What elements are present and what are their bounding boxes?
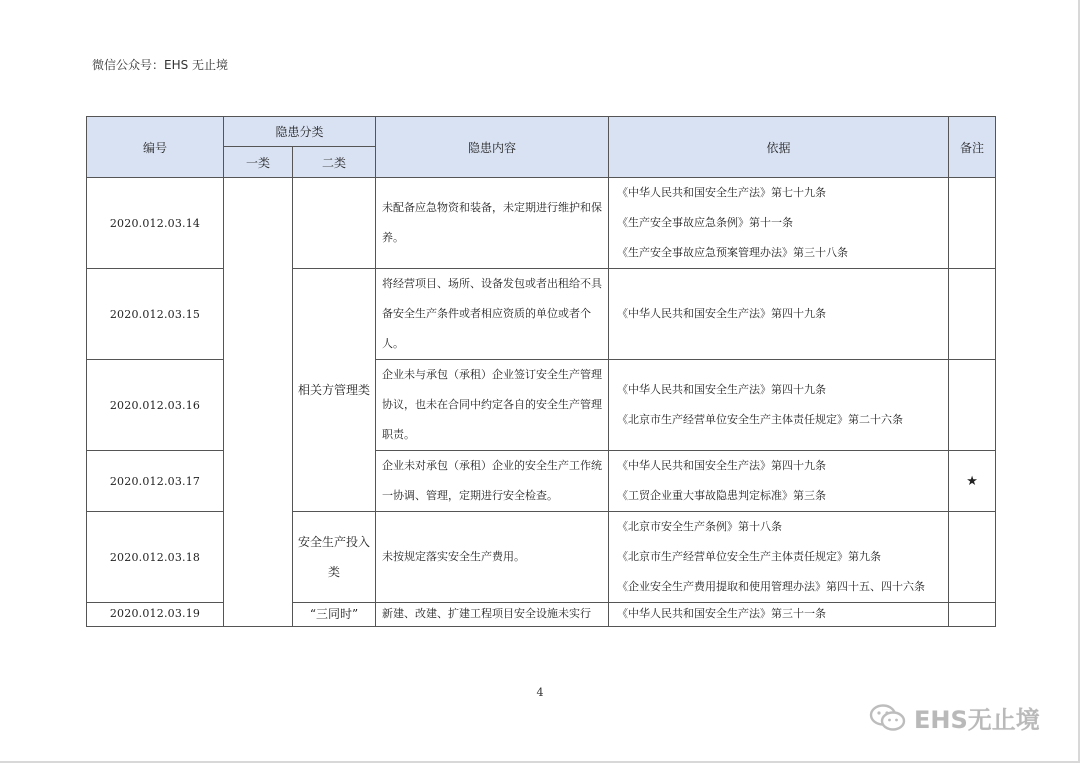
header-code: 编号 <box>87 117 224 178</box>
row-basis <box>609 603 949 627</box>
watermark-text: EHS无止境 <box>914 706 1040 734</box>
basis-item: 《北京市安全生产条例》第十八条 <box>617 520 783 533</box>
wechat-icon <box>868 703 908 733</box>
basis-item: 《企业安全生产费用提取和使用管理办法》第四十五、四十六条 <box>617 580 926 593</box>
basis-item: 《生产安全事故应急预案管理办法》第三十八条 <box>617 246 849 259</box>
row-basis <box>609 269 949 360</box>
row-content: 未配备应急物资和装备，未定期进行维护和保养。 <box>376 178 609 269</box>
row-code <box>87 603 224 627</box>
basis-item: 《中华人民共和国安全生产法》第三十一条 <box>617 607 827 620</box>
row-code: 2020.012.03.16 <box>87 360 224 451</box>
table-row <box>87 269 996 360</box>
basis-item: 《中华人民共和国安全生产法》第四十九条 <box>617 307 827 320</box>
category-level2-text: “三同时” <box>309 607 359 621</box>
header-content: 隐患内容 <box>376 117 609 178</box>
row-code: 2020.012.03.15 <box>87 269 224 360</box>
header-category: 隐患分类 <box>224 117 376 147</box>
table-row <box>87 603 996 627</box>
account-label: 微信公众号：EHS 无止境 <box>92 58 229 72</box>
page-number: 4 <box>536 686 544 699</box>
basis-item: 《中华人民共和国安全生产法》第四十九条 <box>617 459 827 472</box>
row-code: 2020.012.03.17 <box>87 451 224 512</box>
header-category-level1: 一类 <box>224 147 293 178</box>
row-code: 2020.012.03.14 <box>87 178 224 269</box>
row-content: 企业未与承包（承租）企业签订安全生产管理协议，也未在合同中约定各自的安全生产管理职责。 <box>376 360 609 451</box>
table-row <box>87 178 996 269</box>
header-note: 备注 <box>949 117 996 178</box>
hazard-table <box>86 116 996 627</box>
row-content: 未按规定落实安全生产费用。 <box>376 512 609 603</box>
row-note <box>949 512 996 603</box>
table-row <box>87 512 996 603</box>
row-code: 2020.012.03.18 <box>87 512 224 603</box>
basis-item: 《中华人民共和国安全生产法》第四十九条 <box>617 383 827 396</box>
table-row <box>87 451 996 512</box>
category-level2-safety-investment: 安全生产投入类 <box>293 512 376 603</box>
header-basis: 依据 <box>609 117 949 178</box>
row-basis <box>609 178 949 269</box>
row-content: 企业未对承包（承租）企业的安全生产工作统一协调、管理，定期进行安全检查。 <box>376 451 609 512</box>
basis-item: 《北京市生产经营单位安全生产主体责任规定》第二十六条 <box>617 413 904 426</box>
category-level2-cell <box>293 178 376 269</box>
row-basis <box>609 360 949 451</box>
row-content <box>376 603 609 627</box>
basis-item: 《工贸企业重大事故隐患判定标准》第三条 <box>617 489 827 502</box>
row-basis <box>609 512 949 603</box>
row-content: 将经营项目、场所、设备发包或者出租给不具备安全生产条件或者相应资质的单位或者个人。 <box>376 269 609 360</box>
watermark <box>868 700 1040 735</box>
row-note <box>949 603 996 627</box>
category-level2-related-parties: 相关方管理类 <box>293 269 376 512</box>
category-level2-three-simultaneous <box>293 603 376 627</box>
row-content-text: 新建、改建、扩建工程项目安全设施未实行 <box>382 607 592 620</box>
basis-item: 《生产安全事故应急条例》第十一条 <box>617 216 794 229</box>
basis-item: 《中华人民共和国安全生产法》第七十九条 <box>617 186 827 199</box>
table-row <box>87 360 996 451</box>
header-category-level2: 二类 <box>293 147 376 178</box>
row-code-text: 2020.012.03.19 <box>109 607 201 620</box>
row-note <box>949 269 996 360</box>
row-note <box>949 360 996 451</box>
category-level1-cell <box>224 178 293 627</box>
row-note <box>949 178 996 269</box>
row-note-star: ★ <box>949 451 996 512</box>
row-basis <box>609 451 949 512</box>
basis-item: 《北京市生产经营单位安全生产主体责任规定》第九条 <box>617 550 882 563</box>
